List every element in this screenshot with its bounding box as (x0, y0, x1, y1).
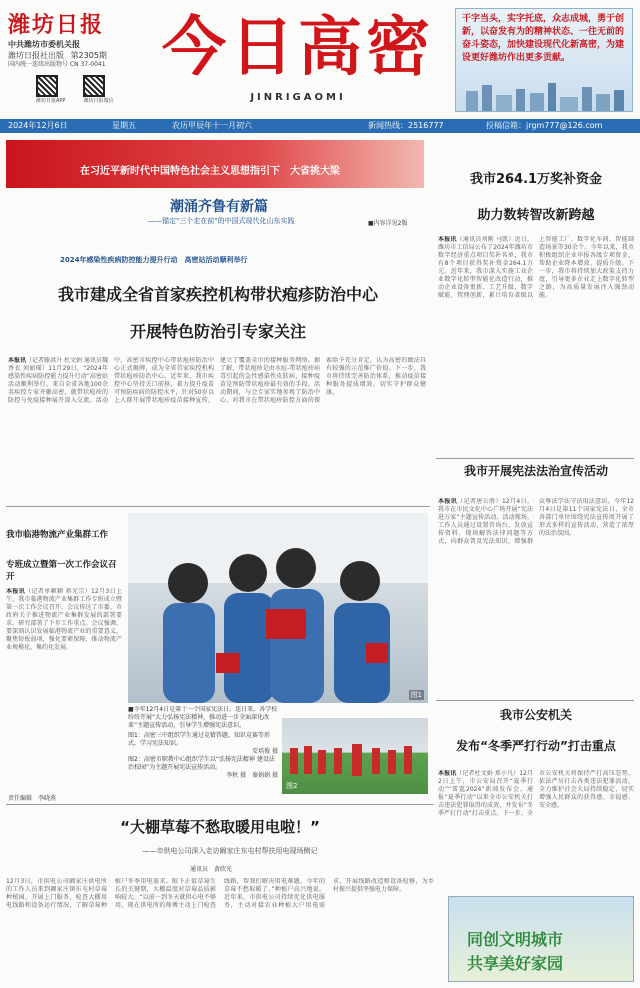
top-ad-banner[interactable] (455, 8, 633, 112)
date-bar (0, 119, 640, 133)
feature-byline: 通讯员 黄欣光 (190, 866, 233, 873)
photo-caption-main: ■今年12月4日是第十一个国家宪法日。连日来，各学校纷纷开展“大力弘扬宪法精神，推动进一步全面深化改革”主题宣传活动，引导学生增强宪法意识。 (128, 706, 278, 729)
issue-date: 2024年12月6日 (8, 121, 68, 130)
police-subheadline[interactable]: 发布“冬季严打行动”打击重点 (456, 739, 616, 753)
logistics-subheadline[interactable]: 专班成立暨第一次工作会议召开 (6, 560, 117, 582)
city-skyline-graphic (456, 81, 632, 111)
news-hotline: 新闻热线：2516777 (368, 121, 444, 130)
civility-ad-line2: 共享美好家园 (467, 954, 564, 973)
photo-tag-2: 图2 (286, 782, 298, 790)
divider (436, 700, 634, 701)
law-text: （记者唐公胜）12月4日，我市在市民文化中心广场开展“宪法进万家”主题宣传活动。活动现场，工作人员通过设置咨询台、发放宣传资料、现场解答法律问题等方式，向群众普及宪法知识，增强群众尊法学法守法用法意识。今年12月4日是第11个国家宪法日，全市各部门单位围绕宪法宣传周开展了形式多样的宣传活动，营造了浓厚的法治氛围。 (438, 498, 634, 545)
masthead-left (8, 8, 138, 105)
lead-body (8, 357, 426, 503)
subsidy-body (438, 236, 634, 456)
theme-banner (6, 140, 424, 188)
qr-code-icon (83, 75, 105, 97)
police-headline[interactable]: 我市公安机关 (499, 708, 572, 722)
photo-tag: 图1 (410, 691, 422, 699)
police-text: （记者杜文娟 郑小凡）12月2日上午，市公安局召开“夏季行动”“雷霆2024”新闻发布会。通报“夏季行动”以来全市公安机关打击违法犯罪取得的成效，并发布“冬季严打行动”打击重点。下一步，全市公安机关将保持严打高压态势，依法严厉打击各类违法犯罪活动，全力维护社会大局持续稳定，切实增强人民群众的获得感、幸福感、安全感。 (438, 770, 634, 817)
logistics-text: （记者单颖颖 蒋光宗）12月3日上午，我市临港物流产业集群工作专班成立暨第一次工作会议召开。会议传达了市委、市政府关于推进物流产业集群发展的部署要求，研究部署了下步工作重点。会议强调，要深刻认识发展临港物流产业的重要意义，聚焦短板弱项，强化要素保障，推动物流产业规模化、集约化发展。 (6, 588, 122, 651)
qr-label: 潍坊日报APP (36, 98, 66, 104)
students-reading-image (128, 513, 428, 703)
top-ad-text: 干字当头，实字托底，众志成城，勇于创新，以奋发有为的精神状态、一往无前的奋斗姿态，加快建设现代化新高密，为建设更好潍坊作出更多贡献。 (462, 14, 625, 63)
subsidy-text: （通讯员刘刚 马凯）近日，潍坊市工信局公布了2024年潍坊市数字经济重点项目奖补名单，我市有8个项目获得奖补资金264.1万元。近年来，我市深入实施工业企业数字化转型智能化改造行动，推动企业设备更新、工艺升级、数字赋能、管理创新，累计培育省级以上智能工厂、数字化车间、智能制造场景等30余个。今年以来，我市积极组织企业申报各级专项资金，帮助企业降本增效、提质升级。下一步，我市将持续加大政策支持力度，引导更多企业走上数字化转型之路，为高质量发展注入强劲动能。 (438, 236, 634, 299)
theme-slogan: 在习近平新时代中国特色社会主义思想指引下 大省挑大梁 (80, 166, 340, 177)
qr-code-icon (36, 75, 58, 97)
divider (6, 804, 434, 805)
law-headline[interactable]: 我市开展宪法法治宣传活动 (463, 464, 608, 478)
subsidy-subheadline[interactable]: 助力数转智改新跨越 (477, 208, 595, 223)
column-subtitle: ——锚定"三个走在前"的中国式现代化山东实践 (148, 217, 295, 225)
divider (436, 458, 634, 459)
issue-weekday: 星期五 (112, 121, 136, 130)
law-body (438, 498, 634, 698)
issn-line: 国内统一连续出版物号 CN 37-0041 (8, 61, 106, 68)
photo-caption-1: 图1：高密三中组织学生通过竞猜答题、知识竞赛等形式，学习宪法知识。 (128, 732, 270, 747)
lead-headline[interactable]: 我市建成全省首家疾控机构带状疱疹防治中心 (57, 285, 378, 304)
photo-credit-1: 安培俊 摄 (252, 748, 278, 755)
qr-wechat[interactable] (83, 75, 113, 105)
lead-byline: 本报讯 (8, 357, 27, 364)
lead-subheadline[interactable]: 开展特色防治引专家关注 (129, 322, 306, 341)
police-byline: 本报讯 (438, 770, 457, 777)
photo-credit-2: 李秋 摄 秦娟娟 摄 (226, 772, 278, 779)
masthead-pinyin: JINRIGAOMI (250, 92, 346, 103)
civility-ad-banner[interactable] (448, 896, 634, 982)
publisher: 潍坊日报社出版 (8, 51, 64, 60)
law-byline: 本报讯 (438, 498, 458, 505)
sponsor-line: 中共潍坊市委机关报 (8, 40, 80, 49)
subsidy-headline[interactable]: 我市264.1万奖补资金 (469, 172, 603, 187)
logistics-body (6, 588, 122, 788)
paper-name: 潍坊日报 (8, 12, 105, 38)
feature-subheadline: ——市供电公司深入走访阚家庄东屯村帮扶用电现场侧记 (142, 847, 318, 855)
students-line-image (282, 718, 428, 794)
lunar-date: 农历甲辰年十一月初六 (172, 121, 252, 130)
logistics-byline: 本报讯 (6, 588, 26, 595)
qr-label: 潍坊日报微信 (83, 98, 114, 104)
see-page-link[interactable]: ■内容详见2版 (368, 220, 408, 227)
column-title: 潮涌齐鲁有新篇 (170, 199, 268, 215)
edition-number: 第2305期 (70, 51, 107, 60)
qr-app[interactable] (36, 75, 65, 105)
lead-text: （记者滕洪升 杜文娟 通讯员魏香衣 刘丽瑶）11月29日，“2024年感染性疾病防控能力提升行动”高密站活动顺利举行。来自全省各地100余名疾控专家齐聚高密，就带状疱疹的防控与免疫接种展开深入交流。活动中，高密市疾控中心带状疱疹防治中心正式揭牌，成为全省首家疾控机构带状疱疹防治中心。近年来，我市疾控中心坚持关口前移，着力提升疫苗可预防疾病的防控水平，针对50岁以上人群开展带状疱疹疫苗接种宣传，建立了覆盖全市的接种服务网络。据了解，带状疱疹是由水痘-带状疱疹病毒引起的急性感染性皮肤病，接种疫苗是预防带状疱疹最有效的手段。活动期间，与会专家实地参观了防治中心，对我市在带状疱疹防控方面的探索给予充分肯定，认为高密的做法具有较强的示范推广价值。下一步，我市将持续完善防治体系，推动疫苗接种服务提质增效，切实守护群众健康。 (8, 357, 426, 404)
photo-caption-2: 图2：高密市职教中心组织学生以“弘扬宪法精神 建设法治校园”为主题开展宪法宣传活动。 (128, 756, 275, 771)
qr-codes (36, 75, 138, 105)
submission-email[interactable]: 投稿信箱：jrgm777@126.com (486, 121, 603, 130)
masthead-title: 今日高密 (162, 10, 434, 85)
logistics-headline[interactable]: 我市临港物流产业集群工作 (6, 530, 109, 540)
civility-ad-line1: 同创文明城市 (467, 930, 564, 949)
students-photo[interactable] (128, 513, 428, 703)
photo-caption (128, 706, 278, 794)
editor-credit: 责任编辑 李晓燕 (8, 795, 57, 802)
lead-kicker: 2024年感染性疾病防控能力提升行动 高密站活动顺利举行 (60, 256, 248, 264)
feature-body: 12月3日，市供电公司阚家庄供电所的工作人员来到阚家庄镇东屯村草莓种植园，开展上门服务，检查大棚用电线路和设备运行情况，了解草莓种植户冬季用电需求。眼下正值草莓生长的关键期，大棚温度对草莓品质影响较大。“以前一到冬天就担心电不够用，现在供电所的师傅主动上门检查线路，帮我们解决用电难题，今年的草莓不愁取暖了。”种植户高兴地说。近年来，市供电公司持续优化供电服务，主动对接农业种植大户用电需求，开展线路改造和设备检修，为乡村振兴提供坚强电力保障。 (6, 878, 434, 909)
subsidy-byline: 本报讯 (438, 236, 457, 243)
feature-headline[interactable]: “大棚草莓不愁取暖用电啦！” (120, 818, 320, 836)
divider (6, 506, 430, 507)
police-body (438, 770, 634, 886)
students-photo-2[interactable] (282, 718, 428, 794)
publisher-line (8, 50, 138, 61)
